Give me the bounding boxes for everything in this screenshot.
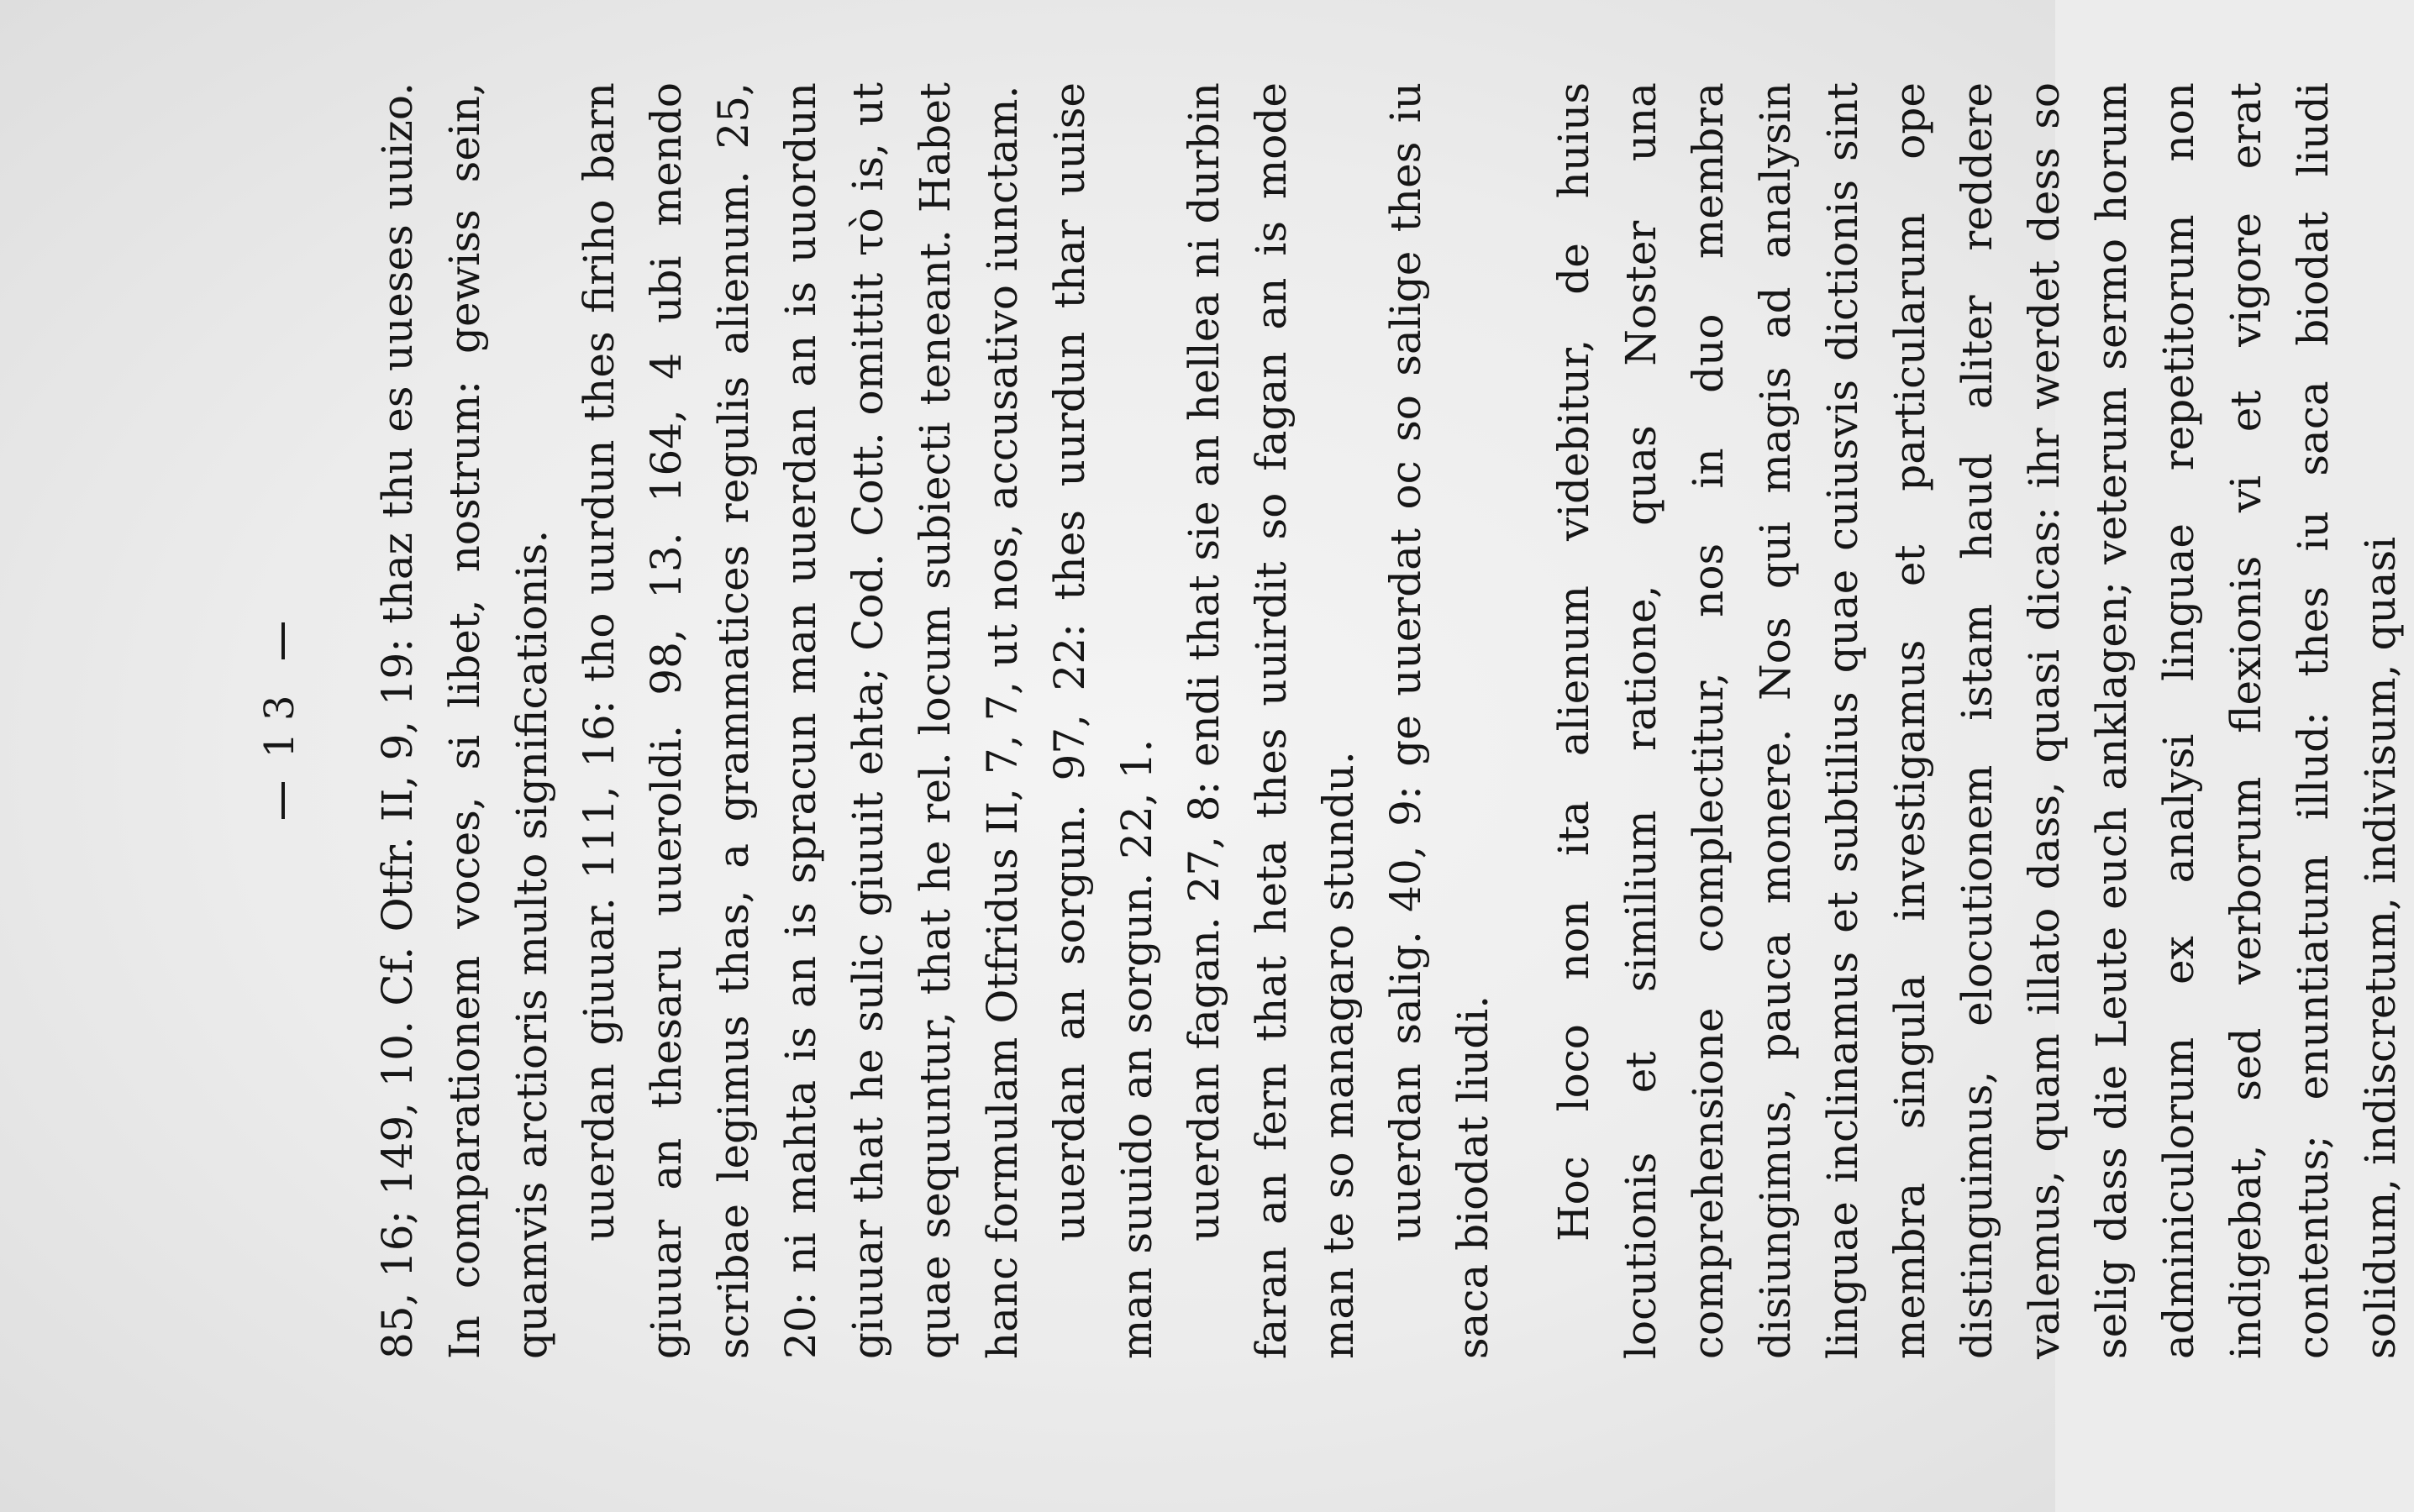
paragraph-3: uuerdan an sorgun. 97, 22: thes uurdun thar uuise man suuido an sorgun. 22, 1. (1045, 82, 1161, 1359)
paragraph-6: Hoc loco non ita alienum videbitur, de huius locutionis et similium ratione, quas Noster una comprehensione complectitur, nos in duo membra disiungimus, pauca monere. Nos qui magis ad analysin linguae inclinamus et subtilius quae cuiusvis dictionis sint membra singula investigamus et particularum ope distinguimus, elocutionem istam haud aliter reddere valemus, quam illato dass, quasi dicas: ihr werdet dess so selig dass die Leute euch anklagen; veterum sermo horum adminiculorum ex analysi linguae repetitorum non indigebat, sed verborum flexionis vi et vigore erat contentus; enuntiatum illud: thes iu saca biodat liudi solidum, indiscretum, indivisum, quasi (1549, 82, 2405, 1359)
page-header (238, 82, 364, 1359)
paragraph-2: uuerdan giuuar. 111, 16: tho uurdun thes firiho barn giuuar an thesaru uueroldi. 98, 13. 164, 4 ubi mendo scribae legimus thas, a grammatices regulis alienum. 25, 20: ni mahta is an is spracun man uuerdan an is uuordun giuuar that he sulic giuuit ehta; Cod. Cott. omittit τὸ is, ut quae sequuntur, that he rel. locum subiecti teneant. Habet hanc formulam Otfridus II, 7, 7, ut nos, accusativo iunctam. (575, 82, 1027, 1359)
paragraph-1: 85, 16; 149, 10. Cf. Otfr. II, 9, 19: thaz thu es uueses uuizo. In comparationem voces, si libet, nostrum: gewiss sein, quamvis arctioris multo significationis. (373, 82, 556, 1359)
paragraph-5: uuerdan salig. 40, 9: ge uuerdat oc so salige thes iu saca biodat liudi. (1381, 82, 1497, 1359)
header-dash-left (281, 782, 285, 819)
paragraph-4: uuerdan fagan. 27, 8: endi that sie an hellea ni durbin faran an fern that heta thes uuirdit so fagan an is mode man te so managaro stundu. (1180, 82, 1363, 1359)
page-number: 13 (256, 683, 303, 759)
book-page (238, 82, 2405, 1359)
header-dash-right (281, 622, 285, 659)
